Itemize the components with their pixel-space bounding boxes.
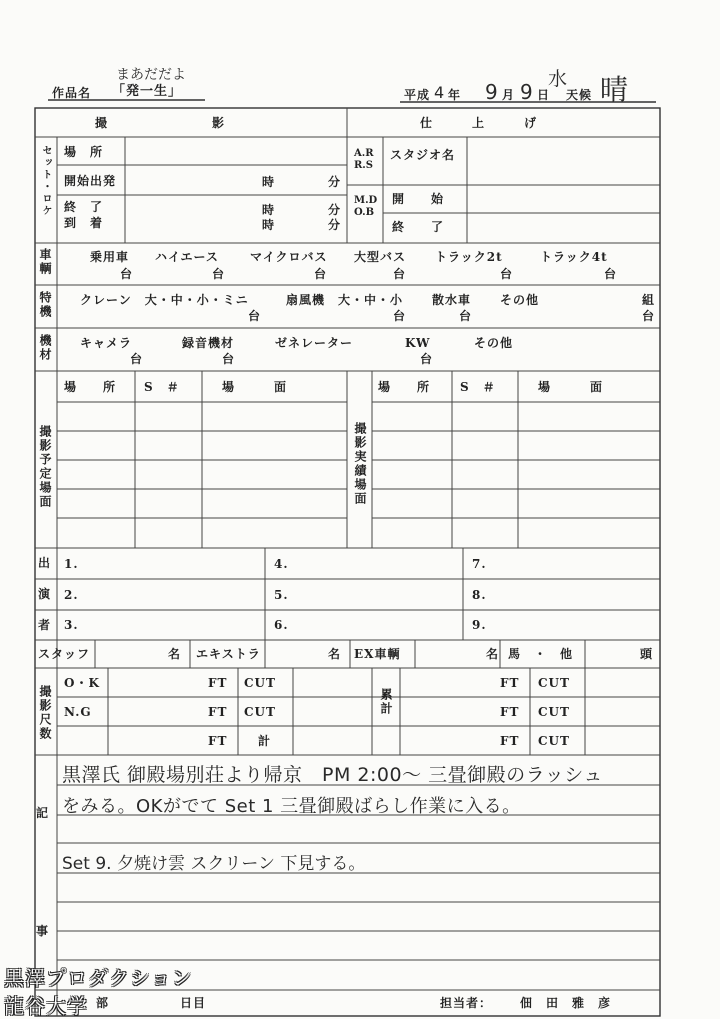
special-water: 散水車 <box>432 293 472 307</box>
vehicle-truck4t: トラック4t <box>540 250 608 264</box>
date-year: 4 <box>434 83 445 102</box>
vehicle-unit-2: 台 <box>212 267 226 281</box>
date-month-unit: 月 <box>502 88 516 102</box>
cast-slot-3: 3. <box>64 618 79 632</box>
actual-col-scene: 場 面 <box>538 380 604 394</box>
ex-vehicle-name-unit: 名 <box>486 647 500 661</box>
date-month: 9 <box>485 80 498 104</box>
vehicle-unit-5: 台 <box>500 267 514 281</box>
section-finishing: 仕 上 げ <box>420 116 538 130</box>
special-side-label: 特機 <box>38 291 52 319</box>
actual-col-s: S ＃ <box>460 380 496 394</box>
equipment-unit-2: 台 <box>222 352 236 366</box>
special-unit-3: 台 <box>459 309 473 323</box>
planned-col-s: S ＃ <box>144 380 180 394</box>
watermark-line-2: 龍谷大学 <box>4 994 88 1018</box>
set-loc-side-label: セット・ロケ <box>40 145 51 217</box>
equipment-unit-1: 台 <box>130 352 144 366</box>
vehicle-hiace: ハイエース <box>155 250 219 264</box>
weather-value: 晴 <box>600 73 629 106</box>
cumulative-label: 累計 <box>379 688 393 716</box>
cast-side-1: 出 <box>38 556 52 570</box>
start-minute-unit: 分 <box>328 175 342 189</box>
cum-total-cut: CUT <box>538 734 570 748</box>
special-unit-4: 台 <box>642 309 656 323</box>
cum-ok-cut: CUT <box>538 676 570 690</box>
vehicle-unit-1: 台 <box>120 267 134 281</box>
footage-ok: O・K <box>64 676 100 690</box>
date-year-unit: 年 <box>448 88 462 102</box>
vehicle-microbus: マイクロバス <box>250 250 328 264</box>
arrive-minute-unit: 分 <box>328 218 342 232</box>
end-label: 終 了 <box>64 200 104 214</box>
date-era: 平成 <box>404 88 431 102</box>
equipment-camera: キャメラ <box>80 336 133 350</box>
special-unit-1: 台 <box>248 309 262 323</box>
md-ob-label: M.D O.B <box>354 195 378 218</box>
special-unit-2: 台 <box>393 309 407 323</box>
notes-side-bottom: 事 <box>36 924 50 938</box>
footer-dept: 部 <box>96 996 110 1010</box>
cast-slot-8: 8. <box>472 588 487 602</box>
staff-label: スタッフ <box>38 647 91 661</box>
equipment-kw: KW <box>405 336 431 350</box>
date-weekday: 水 <box>548 68 568 90</box>
cast-side-2: 演 <box>38 587 52 601</box>
weather-label: 天候 <box>566 88 593 102</box>
watermark-line-1: 黒澤プロダクション <box>4 966 193 990</box>
horse-label: 馬 ・ 他 <box>508 647 574 661</box>
footage-side-label: 撮影尺数 <box>38 685 52 741</box>
finish-end-label: 終 了 <box>392 220 445 234</box>
special-crane: クレーン 大・中・小・ミニ <box>80 293 249 307</box>
work-title-value: 「発一生」 <box>112 84 183 99</box>
equipment-side-label: 機材 <box>38 334 52 362</box>
work-title-furigana: まあだだよ <box>116 67 186 83</box>
vehicle-bus: 大型バス <box>354 250 407 264</box>
extra-label: エキストラ <box>196 647 261 661</box>
staff-name-unit: 名 <box>168 647 182 661</box>
cum-ng-ft: FT <box>500 705 520 719</box>
footer-person: 佃 田 雅 彦 <box>520 996 612 1010</box>
vehicle-car: 乗用車 <box>90 250 130 264</box>
vehicle-truck2t: トラック2t <box>435 250 503 264</box>
special-fan: 扇風機 大・中・小 <box>286 293 404 307</box>
ar-rs-label: A.R R.S <box>354 148 374 171</box>
special-other: その他 <box>500 293 540 307</box>
ng-cut: CUT <box>244 705 276 719</box>
start-hour-unit: 時 <box>262 175 276 189</box>
ok-cut: CUT <box>244 676 276 690</box>
note-line-3: Set 9. 夕焼け雲 スクリーン 下見する。 <box>62 854 366 874</box>
start-label: 開始出発 <box>64 174 117 188</box>
cast-side-3: 者 <box>38 618 52 632</box>
footer-person-label: 担当者： <box>440 996 493 1010</box>
planned-scenes-side-label: 撮影予定場面 <box>38 425 52 509</box>
equipment-unit-3: 台 <box>420 352 434 366</box>
arrive-hour-unit: 時 <box>262 218 276 232</box>
cast-slot-7: 7. <box>472 557 487 571</box>
arrive-label: 到 着 <box>64 216 104 230</box>
cast-slot-1: 1. <box>64 557 79 571</box>
equipment-generator: ゼネレーター <box>275 336 354 350</box>
ng-ft: FT <box>208 705 228 719</box>
finish-start-label: 開 始 <box>392 192 445 206</box>
equipment-sound: 録音機材 <box>182 336 235 350</box>
vehicle-unit-4: 台 <box>393 267 407 281</box>
cast-slot-6: 6. <box>274 618 289 632</box>
notes-side-top: 記 <box>36 806 50 820</box>
cum-total-ft: FT <box>500 734 520 748</box>
extra-name-unit: 名 <box>328 647 342 661</box>
studio-label: スタジオ名 <box>390 148 456 162</box>
work-title-label: 作品名 <box>52 86 92 100</box>
horse-head-unit: 頭 <box>640 647 654 661</box>
section-shooting: 撮 影 <box>95 116 226 130</box>
end-hour-unit: 時 <box>262 203 276 217</box>
equipment-other: その他 <box>474 336 514 350</box>
planned-col-place: 場 所 <box>64 380 117 394</box>
footage-ng: N.G <box>64 705 92 719</box>
cast-slot-2: 2. <box>64 588 79 602</box>
planned-col-scene: 場 面 <box>222 380 288 394</box>
ex-vehicle-label: EX車輌 <box>354 647 401 661</box>
cum-ok-ft: FT <box>500 676 520 690</box>
vehicle-unit-3: 台 <box>314 267 328 281</box>
cum-ng-cut: CUT <box>538 705 570 719</box>
cast-slot-4: 4. <box>274 557 289 571</box>
actual-col-place: 場 所 <box>378 380 431 394</box>
note-line-1: 黒澤氏 御殿場別荘より帰京 PM 2:00～ 三畳御殿のラッシュ <box>62 764 603 786</box>
ok-ft: FT <box>208 676 228 690</box>
vehicle-unit-6: 台 <box>604 267 618 281</box>
date-day: 9 <box>520 80 533 104</box>
vehicles-side-label: 車輌 <box>38 248 52 276</box>
note-line-2: をみる。OKがでて Set 1 三畳御殿ばらし作業に入る。 <box>62 796 521 817</box>
total-ft: FT <box>208 734 228 748</box>
actual-scenes-side-label: 撮影実績場面 <box>353 422 367 506</box>
place-label: 場 所 <box>64 145 104 159</box>
cast-slot-9: 9. <box>472 618 487 632</box>
end-minute-unit: 分 <box>328 203 342 217</box>
footer-day-count: 日目 <box>180 996 207 1010</box>
special-set-unit: 組 <box>642 293 656 307</box>
total-mark: 計 <box>258 734 272 748</box>
date-day-unit: 日 <box>537 88 551 102</box>
cast-slot-5: 5. <box>274 588 289 602</box>
